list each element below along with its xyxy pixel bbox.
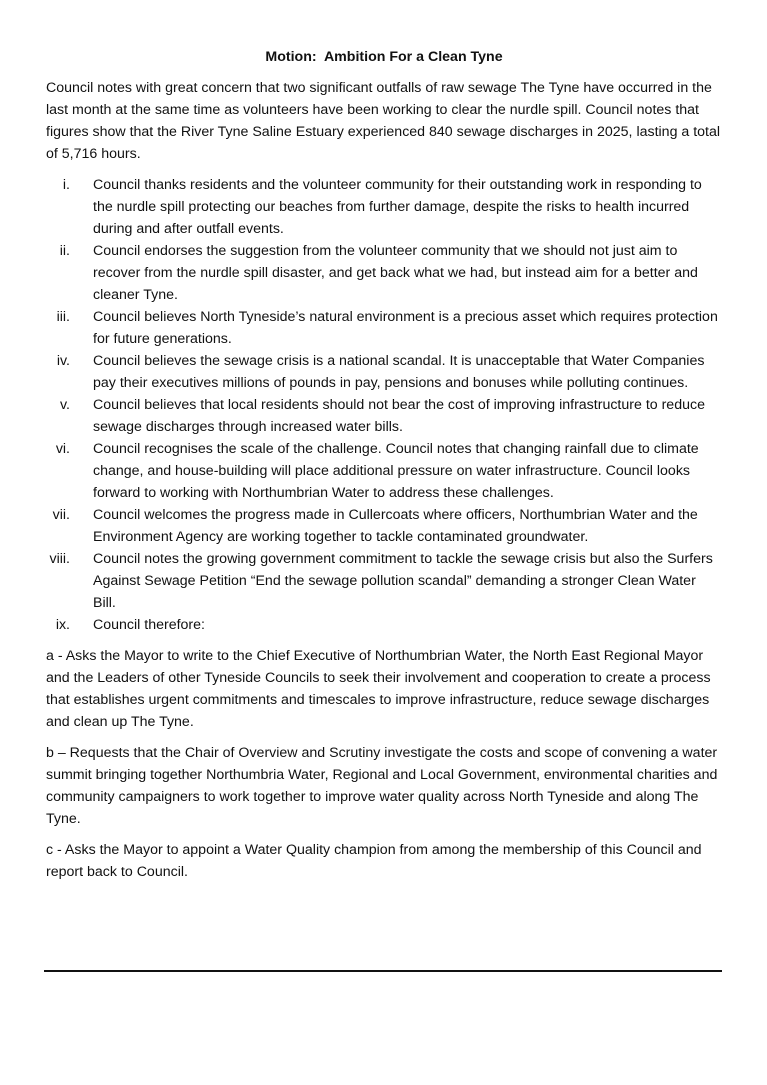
list-numeral: vii.	[52, 507, 70, 523]
motion-point-ii	[46, 240, 722, 306]
document-page	[46, 47, 722, 892]
list-item-text: Council welcomes the progress made in Cullercoats where officers, Northumbrian Water and the Environment Agency are working together to tackle contaminated groundwater.	[93, 507, 698, 545]
document-title: Motion: Ambition For a Clean Tyne	[265, 49, 503, 65]
list-numeral: vi.	[55, 441, 70, 457]
list-numeral: i.	[62, 177, 70, 193]
list-item-text: Council thanks residents and the volunteer community for their outstanding work in responding to the nurdle spill protecting our beaches from further damage, despite the risks to health incurred during and after outfall events.	[93, 177, 702, 237]
list-item-text: Council notes the growing government commitment to tackle the sewage crisis but also the Surfers Against Sewage Petition “End the sewage pollution scandal” demanding a stronger Clean Water Bill.	[93, 551, 713, 611]
list-item-text: Council believes the sewage crisis is a national scandal. It is unacceptable that Water Companies pay their executives millions of pounds in pay, pensions and bonuses while polluting continues.	[93, 353, 705, 391]
horizontal-divider	[44, 970, 722, 972]
list-item-text: Council believes that local residents should not bear the cost of improving infrastructure to reduce sewage discharges through increased water bills.	[93, 397, 705, 435]
motion-point-iii	[46, 306, 722, 350]
motion-point-viii	[46, 548, 722, 614]
list-item-text: Council recognises the scale of the challenge. Council notes that changing rainfall due to climate change, and house-building will place additional pressure on water infrastructure. Council looks forward to working with Northumbrian Water to address these challenges.	[93, 441, 699, 501]
list-numeral: iii.	[56, 309, 70, 325]
list-item-text: Council endorses the suggestion from the volunteer community that we should not just aim to recover from the nurdle spill disaster, and get back what we had, but instead aim for a better and cleaner Tyne.	[93, 243, 698, 303]
motion-point-v	[46, 394, 722, 438]
resolution-clause-a: a - Asks the Mayor to write to the Chief Executive of Northumbrian Water, the North East Regional Mayor and the Leaders of other Tyneside Councils to seek their involvement and cooperation to create a process that establishes urgent commitments and timescales to improve infrastructure, reduce sewage discharges and clean up The Tyne.	[46, 648, 711, 730]
motion-point-vi	[46, 438, 722, 504]
motion-point-i	[46, 174, 722, 240]
motion-point-iv	[46, 350, 722, 394]
motion-point-vii	[46, 504, 722, 548]
motion-points-list	[46, 174, 722, 636]
list-item-text: Council believes North Tyneside’s natural environment is a precious asset which requires protection for future generations.	[93, 309, 718, 347]
list-numeral: viii.	[49, 551, 70, 567]
list-numeral: ii.	[59, 243, 70, 259]
resolution-clause-b: b – Requests that the Chair of Overview and Scrutiny investigate the costs and scope of convening a water summit bringing together Northumbria Water, Regional and Local Government, environmental charities and community campaigners to work together to improve water quality across North Tyneside and along The Tyne.	[46, 745, 718, 827]
motion-point-ix	[46, 614, 722, 636]
list-item-text: Council therefore:	[93, 617, 205, 633]
resolution-clause-c: c - Asks the Mayor to appoint a Water Quality champion from among the membership of this Council and report back to Council.	[46, 842, 702, 880]
list-numeral: ix.	[55, 617, 70, 633]
list-numeral: iv.	[56, 353, 70, 369]
intro-paragraph: Council notes with great concern that two significant outfalls of raw sewage The Tyne have occurred in the last month at the same time as volunteers have been working to clear the nurdle spill. Council notes that figures show that the River Tyne Saline Estuary experienced 840 sewage discharges in 2025, lasting a total of 5,716 hours.	[46, 80, 721, 162]
list-numeral: v.	[60, 397, 70, 413]
